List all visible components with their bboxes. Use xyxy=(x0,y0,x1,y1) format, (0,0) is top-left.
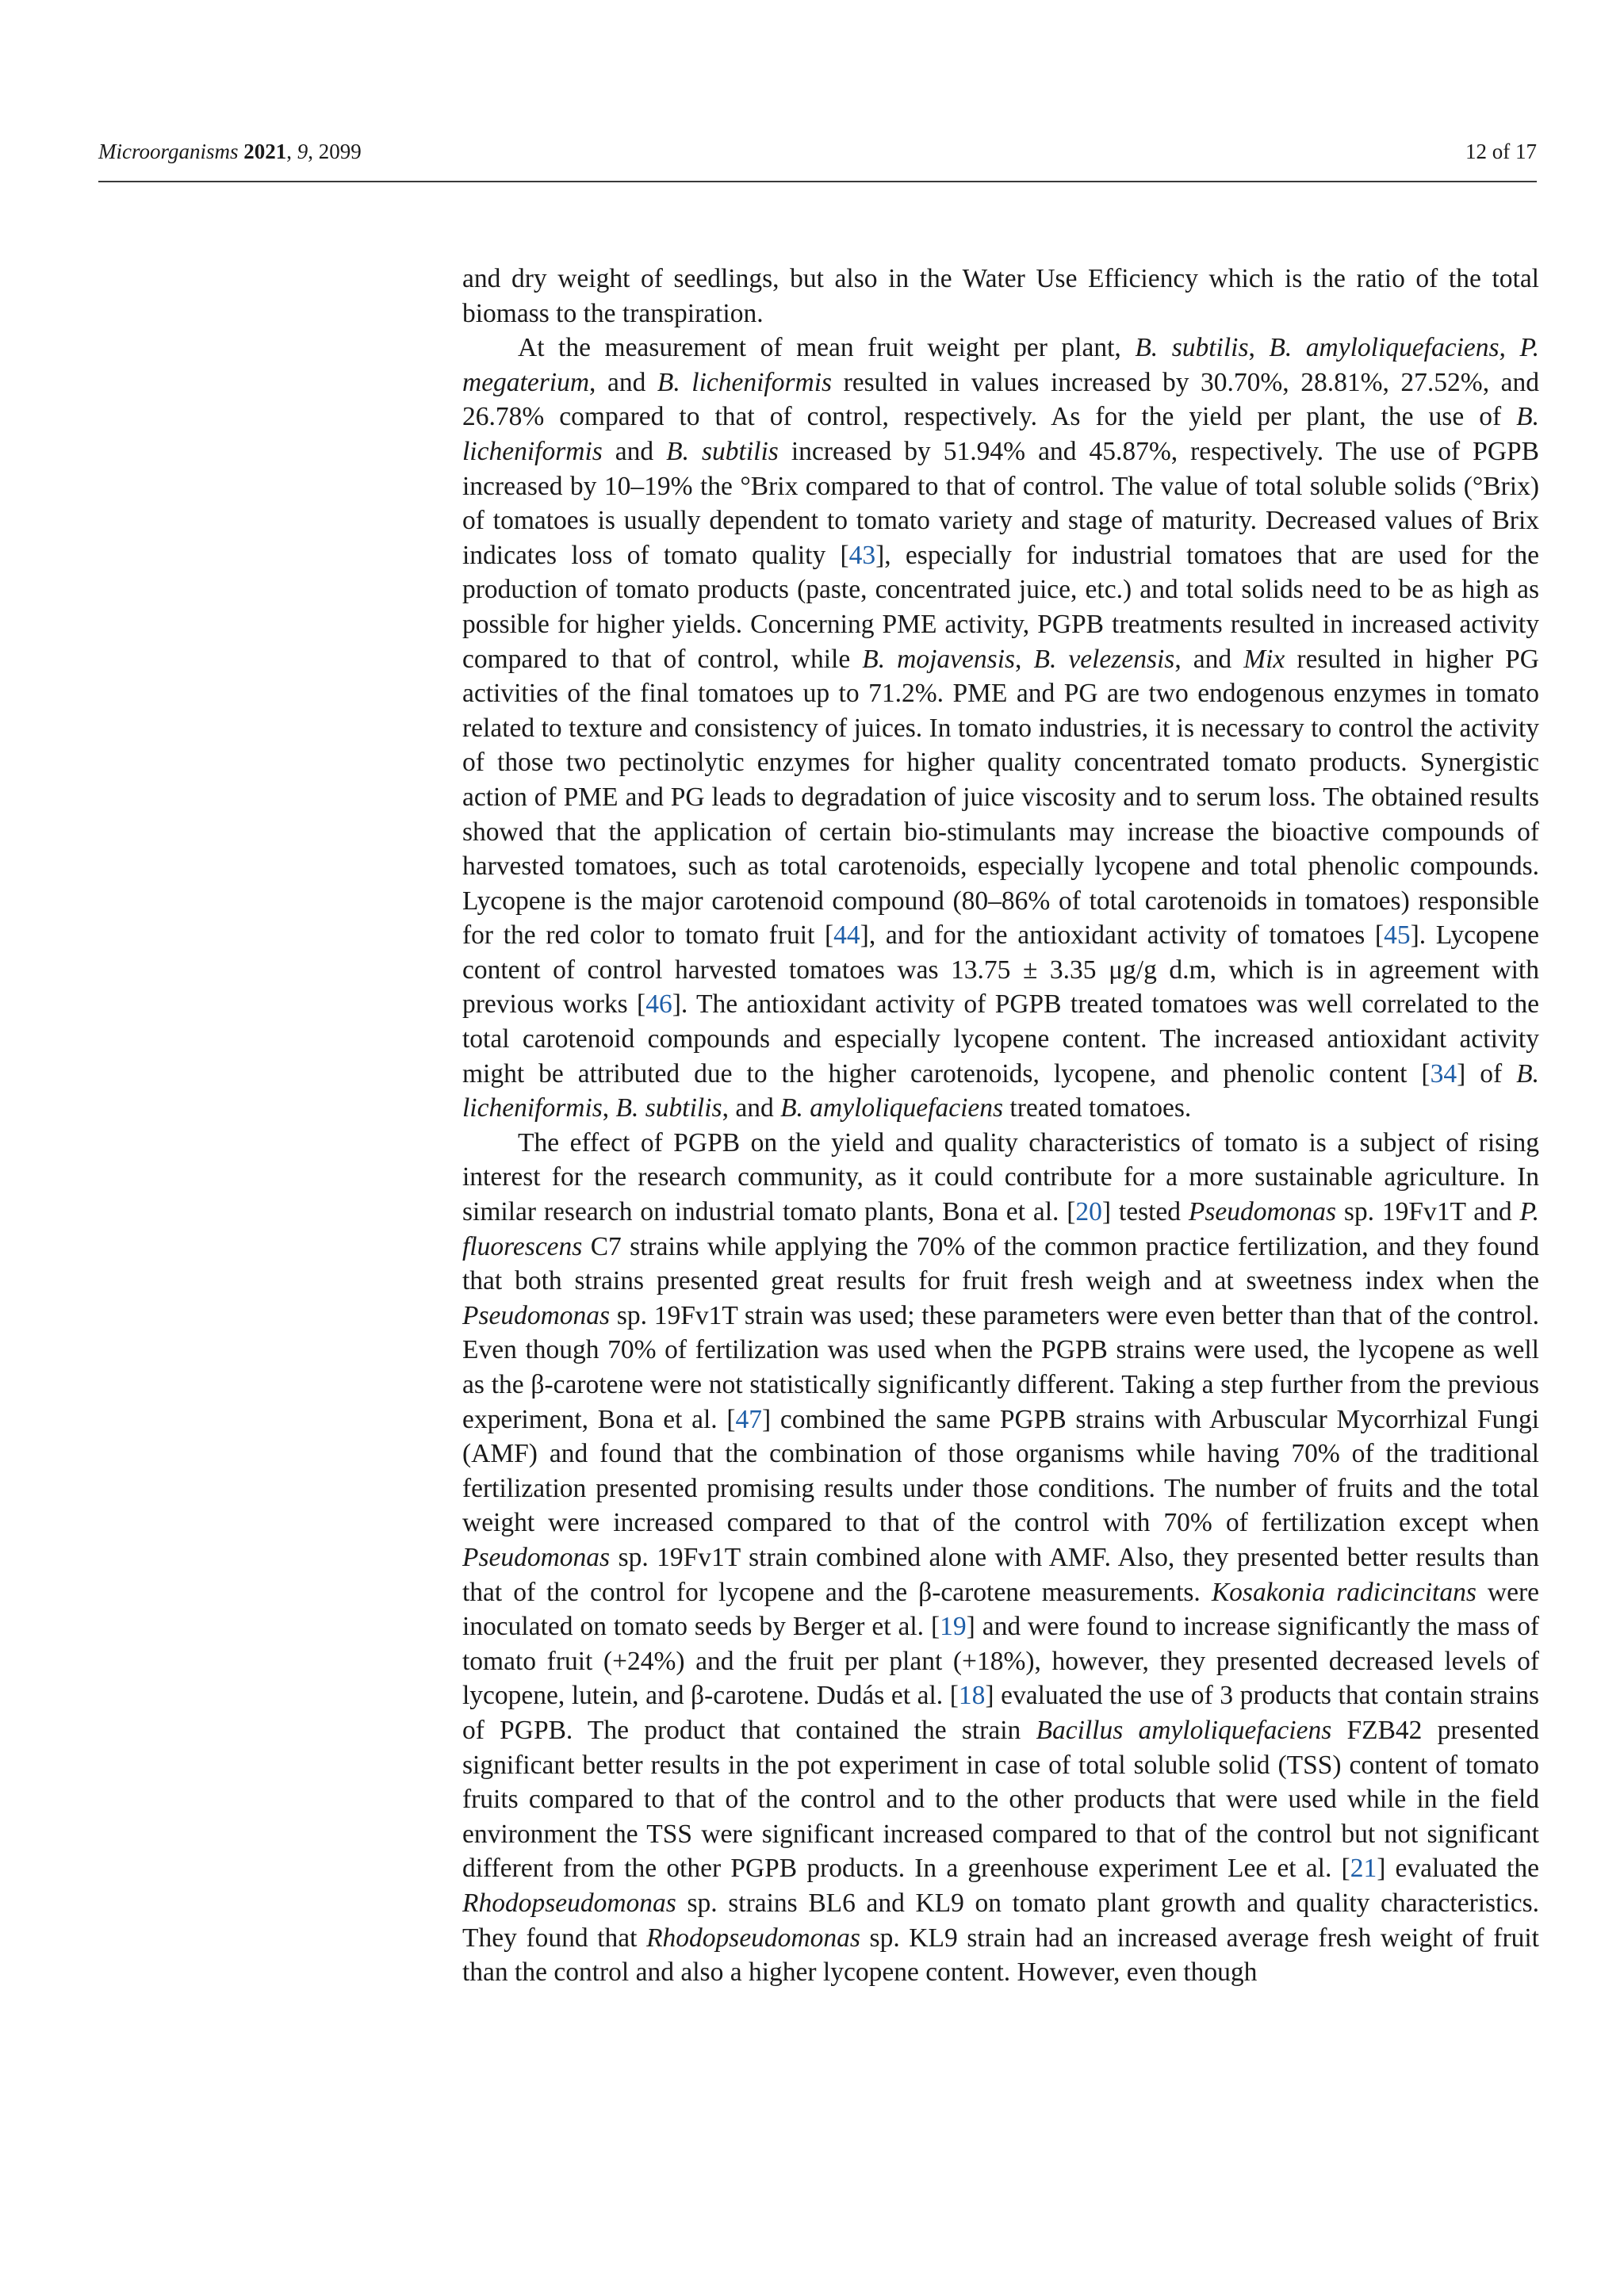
text-run: , and xyxy=(722,1093,781,1123)
italic-term: Mix xyxy=(1243,644,1285,674)
text-run: were inoculated on tomato seeds by Berger et al. [ xyxy=(462,1577,1539,1642)
text-run: and xyxy=(602,436,667,466)
italic-term: B. subtilis xyxy=(666,436,779,466)
citation-link[interactable]: 45 xyxy=(1384,920,1411,951)
paragraph-1 xyxy=(462,262,1539,331)
citation-link[interactable]: 44 xyxy=(833,920,860,951)
italic-term: B. mojavensis xyxy=(862,644,1016,674)
italic-term: Rhodopseudomonas xyxy=(646,1923,860,1953)
italic-term: Pseudomonas xyxy=(462,1542,611,1572)
text-run: ], and for the antioxidant activity of tomatoes [ xyxy=(860,920,1385,951)
text-run: ]. Lycopene content of control harvested tomatoes was 13.75 ± 3.35 μg/g d.m, which is in agreement with previous works [ xyxy=(462,920,1539,1020)
italic-term: P. fluorescens xyxy=(462,1197,1539,1261)
text-run: , and xyxy=(1174,644,1244,674)
journal-year: 2021 xyxy=(243,140,287,163)
text-run: and dry weight of seedlings, but also in the Water Use Efficiency which is the ratio of the total biomass to the transpiration. xyxy=(462,264,1539,328)
text-run: resulted in values increased by 30.70%, 28.81%, 27.52%, and 26.78% compared to that of control, respectively. As for the yield per plant, the use of xyxy=(462,367,1539,432)
article-number: 2099 xyxy=(318,140,362,163)
italic-term: Rhodopseudomonas xyxy=(462,1888,676,1918)
text-run: ] evaluated the use of 3 products that contain strains of PGPB. The product that contained the strain xyxy=(462,1681,1539,1745)
italic-term: Pseudomonas xyxy=(462,1300,611,1330)
citation-link[interactable]: 43 xyxy=(848,540,876,570)
citation-link[interactable]: 34 xyxy=(1430,1058,1457,1089)
italic-term: B. amyloliquefaciens, P. megaterium xyxy=(462,333,1539,397)
text-run: , xyxy=(1015,644,1034,674)
text-run: ] tested xyxy=(1101,1197,1189,1227)
paragraph-3 xyxy=(462,1126,1539,1990)
citation-link[interactable]: 20 xyxy=(1075,1197,1102,1227)
page-header xyxy=(98,140,1537,182)
italic-term: B. subtilis xyxy=(615,1093,722,1123)
text-run: C7 strains while applying the 70% of the common practice fertilization, and they found that both strains presented great results for fruit fresh weigh and at sweetness index when the xyxy=(462,1231,1539,1296)
text-run: , xyxy=(602,1093,616,1123)
text-run: ], especially for industrial tomatoes that are used for the production of tomato products (paste, concentrated juice, etc.) and total solids need to be as high as possible for higher yields. Concerning PME activity, PGPB treatments resulted in increased activity compared to that of control, while xyxy=(462,540,1539,674)
body-text xyxy=(462,262,1539,1990)
text-run: ] combined the same PGPB strains with Arbuscular Mycorrhizal Fungi (AMF) and found that the combination of those organisms while having 70% of the traditional fertilization presented promising results under those conditions. The number of fruits and the total weight were increased compared to that of the control with 70% of fertilization except when xyxy=(462,1404,1540,1538)
italic-term: Kosakonia radicincitans xyxy=(1211,1577,1477,1607)
text-run: ]. The antioxidant activity of PGPB treated tomatoes was well correlated to the total carotenoid compounds and especially lycopene content. The increased antioxidant activity might be attributed due to the higher carotenoids, lycopene, and phenolic content [ xyxy=(462,989,1539,1089)
italic-term: Bacillus amyloliquefaciens xyxy=(1036,1715,1332,1745)
italic-term: B. velezensis xyxy=(1033,644,1175,674)
citation-link[interactable]: 47 xyxy=(735,1404,763,1434)
text-run: treated tomatoes. xyxy=(1003,1093,1192,1123)
citation-link[interactable]: 46 xyxy=(645,989,672,1020)
text-run: increased by 51.94% and 45.87%, respectively. The use of PGPB increased by 10–19% the °Brix compared to that of control. The value of total soluble solids (°Brix) of tomatoes is usually dependent to tomato variety and stage of maturity. Decreased values of Brix indicates loss of tomato quality [ xyxy=(462,436,1539,570)
italic-term: B. amyloliquefaciens xyxy=(780,1093,1004,1123)
text-run: , xyxy=(1248,333,1270,363)
text-run: At the measurement of mean fruit weight per plant, xyxy=(518,333,1136,363)
paragraph-2 xyxy=(462,331,1539,1126)
text-run: sp. 19Fv1T strain was used; these parameters were even better than that of the control. Even though 70% of fertilization was used when the PGPB strains were used, the lycopene as well as the β-carotene were not statistically significantly different. Taking a step further from the previous experiment, Bona et al. [ xyxy=(462,1300,1539,1434)
text-run: The effect of PGPB on the yield and quality characteristics of tomato is a subject of rising interest for the research community, as it could contribute for a more sustainable agriculture. In similar research on industrial tomato plants, Bona et al. [ xyxy=(462,1127,1539,1227)
text-run: sp. strains BL6 and KL9 on tomato plant growth and quality characteristics. They found that xyxy=(462,1888,1539,1953)
journal-name: Microorganisms xyxy=(98,140,239,163)
text-run: sp. 19Fv1T and xyxy=(1336,1197,1520,1227)
text-run: sp. 19Fv1T strain combined alone with AMF. Also, they presented better results than that of the control for lycopene and the β-carotene measurements. xyxy=(462,1542,1539,1607)
citation-link[interactable]: 18 xyxy=(958,1681,986,1711)
text-run: , and xyxy=(589,367,657,397)
journal-volume: 9 xyxy=(297,140,308,163)
citation-link[interactable]: 19 xyxy=(940,1612,967,1642)
citation-link[interactable]: 21 xyxy=(1350,1854,1377,1884)
text-run: ] evaluated the xyxy=(1377,1854,1539,1884)
italic-term: B. licheniformis xyxy=(462,402,1539,466)
page-number: 12 of 17 xyxy=(1465,140,1537,163)
text-run: resulted in higher PG activities of the final tomatoes up to 71.2%. PME and PG are two endogenous enzymes in tomato related to texture and consistency of juices. In tomato industries, it is necessary to control the activity of those two pectinolytic enzymes for higher quality concentrated tomato products. Synergistic action of PME and PG leads to degradation of juice viscosity and to serum loss. The obtained results showed that the application of certain bio-stimulants may increase the bioactive compounds of harvested tomatoes, such as total carotenoids, especially lycopene and total phenolic compounds. Lycopene is the major carotenoid compound (80–86% of total carotenoids in tomatoes) responsible for the red color to tomato fruit [ xyxy=(462,644,1539,951)
text-run: ] and were found to increase significantly the mass of tomato fruit (+24%) and the fruit per plant (+18%), however, they presented decreased levels of lycopene, lutein, and β-carotene. Dudás et al. [ xyxy=(462,1612,1539,1711)
italic-term: B. subtilis xyxy=(1135,333,1249,363)
italic-term: B. licheniformis xyxy=(657,367,833,397)
text-run: ] of xyxy=(1457,1058,1517,1089)
text-run: sp. KL9 strain had an increased average fresh weight of fruit than the control and also a higher lycopene content. However, even though xyxy=(462,1923,1539,1988)
italic-term: B. licheniformis xyxy=(462,1058,1539,1123)
text-run: FZB42 presented significant better results in the pot experiment in case of total soluble solid (TSS) content of tomato fruits compared to that of the control and to the other products that were used while in the field environment the TSS were significant increased compared to that of the control but not significant different from the other PGPB products. In a greenhouse experiment Lee et al. [ xyxy=(462,1715,1539,1884)
italic-term: Pseudomonas xyxy=(1188,1197,1337,1227)
journal-citation: Microorganisms 2021, 9, 2099 xyxy=(98,140,362,163)
